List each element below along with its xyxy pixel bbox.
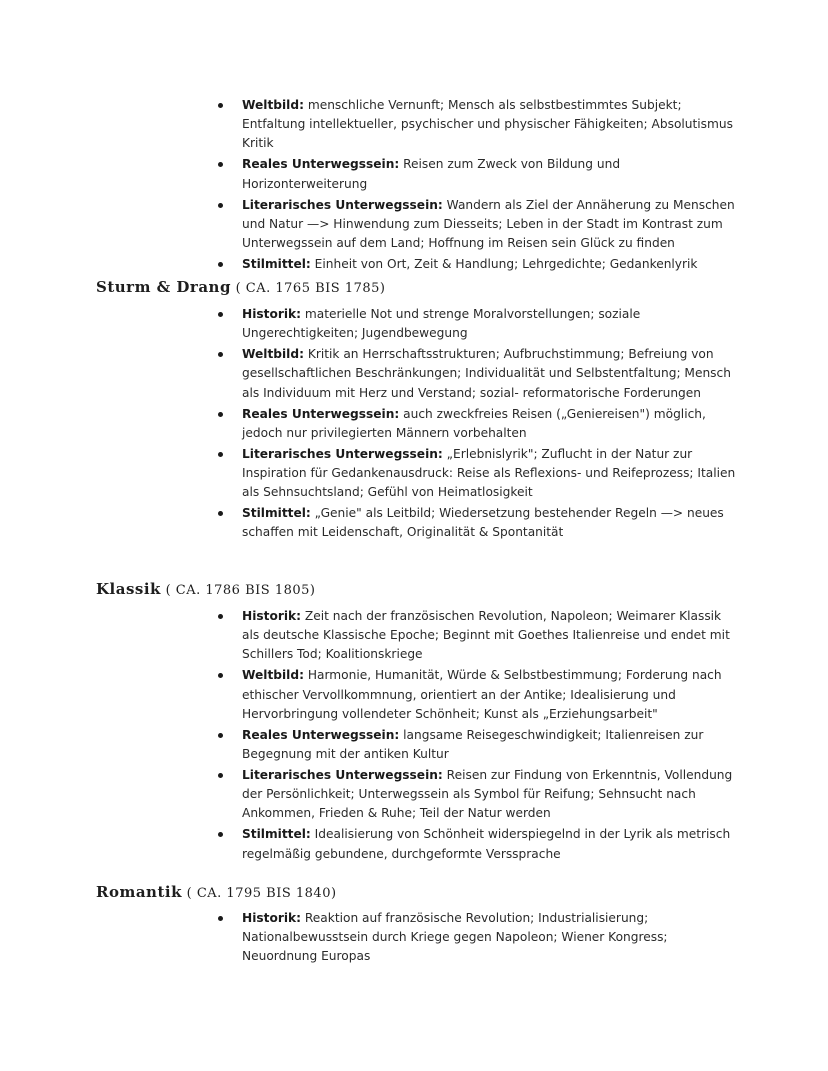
item-label: Reales Unterwegssein: xyxy=(242,727,400,742)
item-text: Idealisierung von Schönheit widerspiegelnd in der Lyrik als metrisch regelmäßig gebundene, durchgeformte Verssprache xyxy=(242,827,731,861)
heading-subtitle: ( CA. 1765 BIS 1785) xyxy=(230,281,386,296)
item-text: Einheit von Ort, Zeit & Handlung; Lehrgedichte; Gedankenlyrik xyxy=(310,257,698,272)
bullet-icon xyxy=(218,312,223,317)
list-item-stilmittel xyxy=(0,504,742,542)
list-item-literarisches-unterwegssein xyxy=(0,766,742,824)
item-label: Historik: xyxy=(242,609,301,623)
list-item-reales-unterwegssein xyxy=(0,726,742,764)
bullet-icon xyxy=(218,162,223,167)
list-item-weltbild xyxy=(0,666,742,724)
section-sturm-und-drang-list xyxy=(0,305,828,544)
section-heading xyxy=(96,883,337,901)
list-item-weltbild xyxy=(0,345,742,403)
list-item-weltbild xyxy=(0,96,742,154)
section-heading xyxy=(96,580,315,598)
list-item-historik xyxy=(0,607,742,665)
section-aufklaerung-list xyxy=(0,96,828,276)
bullet-icon xyxy=(218,452,223,457)
bullet-icon xyxy=(218,511,223,516)
item-text: „Erlebnislyrik"; Zuflucht in der Natur zur Inspiration für Gedankenausdruck: Reise als Reflexions- und Reifeprozess; Italien als Sehnsuchtsland; Gefühl von Heimatlosigkeit xyxy=(242,446,736,500)
item-text: Reisen zur Findung von Erkenntnis, Vollendung der Persönlichkeit; Unterwegssein als Symbol für Reifung; Sehnsucht nach Ankommen, Frieden & Ruhe; Teil der Natur werden xyxy=(242,768,733,821)
item-label: Literarisches Unterwegssein: xyxy=(242,446,443,461)
bullet-icon xyxy=(218,614,223,619)
section-klassik-list xyxy=(0,607,828,866)
list-item-literarisches-unterwegssein xyxy=(0,445,742,503)
item-text: materielle Not und strenge Moralvorstellungen; soziale Ungerechtigkeiten; Jugendbewegung xyxy=(242,307,641,341)
list-item-reales-unterwegssein xyxy=(0,405,742,443)
item-label: Historik: xyxy=(242,911,301,925)
item-text: auch zweckfreies Reisen („Geniereisen") möglich, jedoch nur privilegierten Männern vorbehalten xyxy=(242,406,706,440)
item-label: Stilmittel: xyxy=(242,257,311,272)
bullet-icon xyxy=(218,916,223,921)
heading-title: Klassik xyxy=(96,580,161,598)
item-text: Reaktion auf französische Revolution; Industrialisierung; Nationalbewusstsein durch Kriege gegen Napoleon; Wiener Kongress; Neuordnung Europas xyxy=(242,911,668,964)
item-text: menschliche Vernunft; Mensch als selbstbestimmtes Subjekt; Entfaltung intellektueller, psychischer und physischer Fähigkeiten; Absolutismus Kritik xyxy=(242,98,733,151)
list-item-stilmittel xyxy=(0,255,742,274)
item-label: Historik: xyxy=(242,307,301,321)
item-label: Stilmittel: xyxy=(242,827,311,842)
heading-title: Romantik xyxy=(96,883,182,901)
bullet-icon xyxy=(218,262,223,267)
heading-subtitle: ( CA. 1795 BIS 1840) xyxy=(182,886,337,901)
item-text: Reisen zum Zweck von Bildung und Horizonterweiterung xyxy=(242,157,621,191)
bullet-icon xyxy=(218,352,223,357)
section-heading xyxy=(96,278,386,296)
item-text: „Genie" als Leitbild; Wiedersetzung bestehender Regeln —> neues schaffen mit Leidenschaft, Originalität & Spontanität xyxy=(242,506,724,540)
item-label: Stilmittel: xyxy=(242,506,311,521)
item-text: Zeit nach der französischen Revolution, Napoleon; Weimarer Klassik als deutsche Klassische Epoche; Beginnt mit Goethes Italienreise und endet mit Schillers Tod; Koalitionskriege xyxy=(242,609,730,662)
item-label: Reales Unterwegssein: xyxy=(242,406,400,421)
list-item-stilmittel xyxy=(0,825,742,863)
item-label: Weltbild: xyxy=(242,347,304,362)
item-text: Kritik an Herrschaftsstrukturen; Aufbruchstimmung; Befreiung von gesellschaftlichen Beschränkungen; Individualität und Selbstentfaltung; Mensch als Individuum mit Herz und Verstand; sozial- reformatorische Forderungen xyxy=(242,347,731,400)
list-item-reales-unterwegssein xyxy=(0,155,742,193)
item-text: langsame Reisegeschwindigkeit; Italienreisen zur Begegnung mit der antiken Kultur xyxy=(242,727,704,762)
heading-subtitle: ( CA. 1786 BIS 1805) xyxy=(160,583,316,598)
bullet-icon xyxy=(218,673,223,678)
bullet-icon xyxy=(218,203,223,208)
list-item-historik xyxy=(0,305,742,343)
bullet-icon xyxy=(218,412,223,417)
list-item-literarisches-unterwegssein xyxy=(0,196,742,254)
item-text: Harmonie, Humanität, Würde & Selbstbestimmung; Forderung nach ethischer Vervollkommnung, orientiert an der Antike; Idealisierung und Hervorbringung vollendeter Schönheit; Kunst als „Erziehungsarbeit" xyxy=(242,668,722,721)
item-label: Reales Unterwegssein: xyxy=(242,157,400,172)
item-label: Literarisches Unterwegssein: xyxy=(242,197,443,212)
section-romantik-list xyxy=(0,909,828,968)
item-text: Wandern als Ziel der Annäherung zu Menschen und Natur —> Hinwendung zum Diesseits; Leben in der Stadt im Kontrast zum Unterwegssein auf dem Land; Hoffnung im Reisen sein Glück zu finden xyxy=(242,197,735,251)
heading-title: Sturm & Drang xyxy=(96,278,231,296)
item-label: Weltbild: xyxy=(242,98,304,112)
list-item-historik xyxy=(0,909,742,967)
bullet-icon xyxy=(218,773,223,778)
bullet-icon xyxy=(218,733,223,738)
item-label: Literarisches Unterwegssein: xyxy=(242,768,443,783)
bullet-icon xyxy=(218,832,223,837)
item-label: Weltbild: xyxy=(242,668,304,683)
bullet-icon xyxy=(218,103,223,108)
